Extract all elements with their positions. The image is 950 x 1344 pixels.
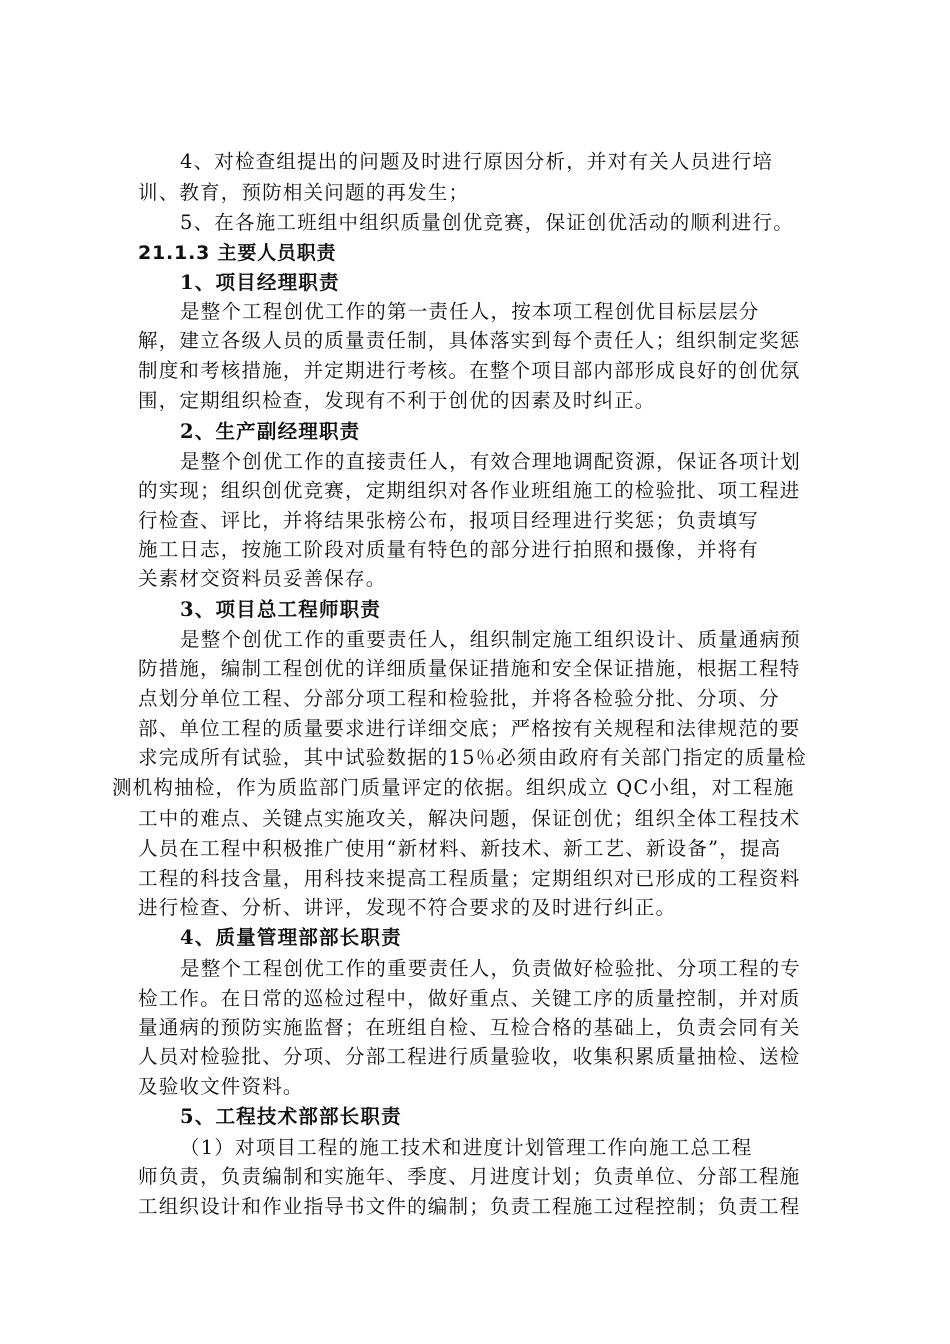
paragraph-line: 测机构抽检，作为质监部门质量评定的依据。组织成立 QC小组，对工程施 bbox=[112, 776, 795, 799]
paragraph-line: 是整个创优工作的重要责任人，组织制定施工组织设计、质量通病预 bbox=[180, 628, 802, 651]
paragraph-line: 的实现；组织创优竞赛，定期组织对各作业班组施工的检验批、项工程进 bbox=[138, 479, 801, 502]
paragraph-line: （1）对项目工程的施工技术和进度计划管理工作向施工总工程 bbox=[180, 1136, 753, 1159]
subsection-heading: 4、质量管理部部长职责 bbox=[180, 926, 402, 949]
paragraph-line: 是整个创优工作的直接责任人，有效合理地调配资源，保证各项计划 bbox=[180, 450, 802, 473]
subsection-heading: 5、工程技术部部长职责 bbox=[180, 1105, 402, 1128]
paragraph-line: 5、在各施工班组中组织质量创优竞赛，保证创优活动的顺利进行。 bbox=[180, 211, 794, 234]
paragraph-line: 围，定期组织检查，发现有不利于创优的因素及时纠正。 bbox=[138, 389, 656, 412]
paragraph-line: 解，建立各级人员的质量责任制，具体落实到每个责任人；组织制定奖惩 bbox=[138, 329, 801, 352]
paragraph-line: 训、教育，预防相关问题的再发生； bbox=[138, 181, 470, 204]
paragraph-line: 制度和考核措施，并定期进行考核。在整个项目部内部形成良好的创优氛 bbox=[138, 359, 801, 382]
paragraph-line: 部、单位工程的质量要求进行详细交底；严格按有关规程和法律规范的要 bbox=[138, 717, 801, 740]
paragraph-line: 是整个工程创优工作的第一责任人，按本项工程创优目标层层分 bbox=[180, 300, 760, 323]
paragraph-line: 是整个工程创优工作的重要责任人，负责做好检验批、分项工程的专 bbox=[180, 957, 802, 980]
paragraph-line: 量通病的预防实施监督；在班组自检、互检合格的基础上，负责会同有关 bbox=[138, 1016, 801, 1039]
paragraph-line: 工组织设计和作业指导书文件的编制；负责工程施工过程控制；负责工程 bbox=[138, 1195, 801, 1218]
paragraph-line: 点划分单位工程、分部分项工程和检验批，并将各检验分批、分项、分 bbox=[138, 687, 780, 710]
paragraph-line: 进行检查、分析、讲评，发现不符合要求的及时进行纠正。 bbox=[138, 896, 677, 919]
paragraph-line: 行检查、评比，并将结果张榜公布，报项目经理进行奖惩；负责填写 bbox=[138, 509, 760, 532]
paragraph-line: 人员在工程中积极推广使用“新材料、新技术、新工艺、新设备”，提高 bbox=[138, 837, 782, 860]
paragraph-line: 4、对检查组提出的问题及时进行原因分析，并对有关人员进行培 bbox=[180, 150, 774, 173]
paragraph-line: 关素材交资料员妥善保存。 bbox=[138, 567, 387, 590]
paragraph-line: 师负责，负责编制和实施年、季度、月进度计划；负责单位、分部工程施 bbox=[138, 1165, 801, 1188]
paragraph-line: 工中的难点、关键点实施攻关，解决问题，保证创优；组织全体工程技术 bbox=[138, 807, 801, 830]
paragraph-line: 工程的科技含量，用科技来提高工程质量；定期组织对已形成的工程资料 bbox=[138, 867, 801, 890]
paragraph-line: 施工日志，按施工阶段对质量有特色的部分进行拍照和摄像，并将有 bbox=[138, 538, 760, 561]
subsection-heading: 3、项目总工程师职责 bbox=[180, 598, 382, 621]
paragraph-line: 检工作。在日常的巡检过程中，做好重点、关键工序的质量控制，并对质 bbox=[138, 987, 801, 1010]
paragraph-line: 及验收文件资料。 bbox=[138, 1075, 304, 1098]
paragraph-line: 防措施，编制工程创优的详细质量保证措施和安全保证措施，根据工程特 bbox=[138, 657, 801, 680]
subsection-heading: 2、生产副经理职责 bbox=[180, 420, 361, 443]
section-heading: 21.1.3 主要人员职责 bbox=[138, 242, 337, 264]
paragraph-line: 求完成所有试验，其中试验数据的15％必须由政府有关部门指定的质量检 bbox=[138, 746, 807, 769]
subsection-heading: 1、项目经理职责 bbox=[180, 271, 340, 294]
paragraph-line: 人员对检验批、分项、分部工程进行质量验收，收集积累质量抽检、送检 bbox=[138, 1045, 801, 1068]
